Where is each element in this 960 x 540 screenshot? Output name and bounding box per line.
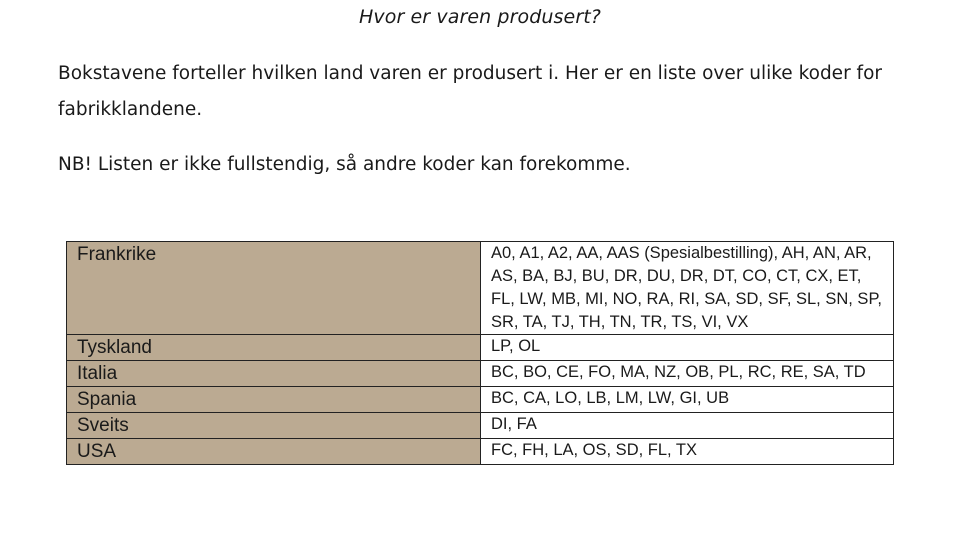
table-row [67, 413, 894, 439]
codes-cell: FC, FH, LA, OS, SD, FL, TX [481, 439, 894, 465]
factory-codes-table [66, 241, 894, 465]
codes-cell: BC, CA, LO, LB, LM, LW, GI, UB [481, 387, 894, 413]
page-heading: Hvor er varen produsert? [359, 6, 601, 28]
table-row [67, 387, 894, 413]
country-cell: Spania [67, 387, 481, 413]
table-row [67, 242, 894, 335]
codes-cell: A0, A1, A2, AA, AAS (Spesialbestilling), AH, AN, AR, AS, BA, BJ, BU, DR, DU, DR, DT, CO, CT, CX, ET, FL, LW, MB, MI, NO, RA, RI, SA, SD, SF, SL, SN, SP, SR, TA, TJ, TH, TN, TR, TS, VI, VX [481, 242, 894, 335]
country-cell: USA [67, 439, 481, 465]
intro-paragraph: Bokstavene forteller hvilken land varen er produsert i. Her er en liste over ulike koder for fabrikklandene. [58, 63, 882, 120]
codes-cell: LP, OL [481, 335, 894, 361]
table-row [67, 361, 894, 387]
country-cell: Tyskland [67, 335, 481, 361]
country-cell: Frankrike [67, 242, 481, 335]
codes-cell: DI, FA [481, 413, 894, 439]
codes-cell: BC, BO, CE, FO, MA, NZ, OB, PL, RC, RE, SA, TD [481, 361, 894, 387]
note-paragraph: NB! Listen er ikke fullstendig, så andre koder kan forekomme. [58, 154, 631, 175]
country-cell: Italia [67, 361, 481, 387]
country-cell: Sveits [67, 413, 481, 439]
table-row [67, 439, 894, 465]
table-row [67, 335, 894, 361]
